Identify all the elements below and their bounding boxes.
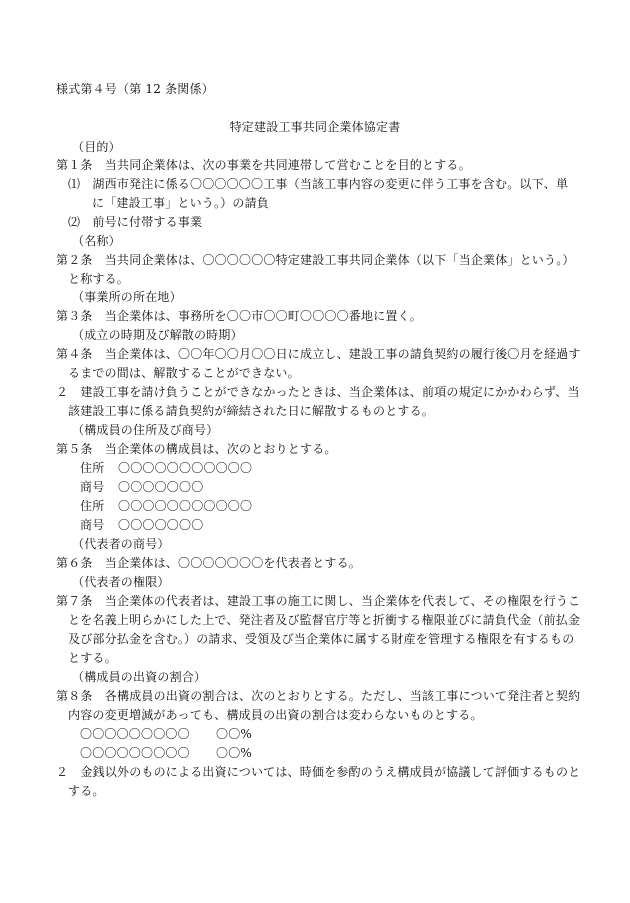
member-field-label: 住所: [80, 499, 105, 513]
article-2-text: 第２条 当共同企業体は、〇〇〇〇〇〇特定建設工事共同企業体（以下「当企業体」という。）: [56, 253, 575, 267]
article-8-heading: （構成員の出資の割合）: [72, 670, 207, 684]
article-6-text: 第６条 当企業体は、〇〇〇〇〇〇〇を代表者とする。: [56, 556, 362, 570]
article-7-text: 第７条 当企業体の代表者は、建設工事の施工に関し、当企業体を代表して、その権限を行うこ: [56, 594, 581, 608]
article-1-heading: （目的）: [72, 140, 121, 154]
article-1-item-2: ⑵ 前号に付帯する事業: [68, 215, 203, 229]
article-7-heading: （代表者の権限）: [72, 575, 170, 589]
member-field-label: 商号: [80, 480, 105, 494]
article-7-text-cont: 及び部分払金を含む。）の請求、受領及び当企業体に属する財産を管理する権限を有するもの: [68, 632, 575, 646]
investor-name: 〇〇〇〇〇〇〇〇〇: [80, 746, 190, 760]
article-8-text: 第８条 各構成員の出資の割合は、次のとおりとする。ただし、当該工事について発注者と契約: [56, 689, 581, 703]
investor-share: 〇〇%: [216, 746, 253, 760]
document-title: 特定建設工事共同企業体協定書: [229, 120, 401, 134]
member-field-value: 〇〇〇〇〇〇〇〇〇〇〇: [118, 499, 253, 513]
article-2-text-cont: と称する。: [68, 272, 130, 286]
article-1-item-1: ⑴ 湖西市発注に係る〇〇〇〇〇〇工事（当該工事内容の変更に伴う工事を含む。以下、単: [68, 177, 569, 191]
article-8-para-2: ２ 金銭以外のものによる出資については、時価を参酌のうえ構成員が協議して評価するものと: [56, 765, 581, 779]
member-field-value: 〇〇〇〇〇〇〇: [118, 480, 204, 494]
article-7-text-cont: とする。: [68, 651, 117, 665]
investor-name: 〇〇〇〇〇〇〇〇〇: [80, 727, 190, 741]
investor-share: 〇〇%: [216, 727, 253, 741]
article-1-item-1-cont: に「建設工事」という。）の請負: [92, 196, 270, 210]
article-3-heading: （事業所の所在地）: [72, 290, 182, 304]
article-4-text: 第４条 当企業体は、〇〇年〇〇月〇〇日に成立し、建設工事の請負契約の履行後〇月を経過す: [56, 347, 581, 361]
article-8-text-cont: 内容の変更増減があっても、構成員の出資の割合は変わらないものとする。: [68, 708, 483, 722]
article-4-para-2: ２ 建設工事を請け負うことができなかったときは、当企業体は、前項の規定にかかわらず、当: [56, 385, 580, 399]
member-field-label: 商号: [80, 518, 105, 532]
article-6-heading: （代表者の商号）: [72, 537, 170, 551]
article-5-heading: （構成員の住所及び商号）: [72, 423, 219, 437]
member-field-value: 〇〇〇〇〇〇〇〇〇〇〇: [118, 461, 253, 475]
article-1-text: 第１条 当共同企業体は、次の事業を共同連帯して営むことを目的とする。: [56, 158, 471, 172]
article-8-para-2-cont: する。: [68, 784, 105, 798]
form-label: 様式第４号（第 12 条関係）: [56, 82, 214, 96]
article-5-text: 第５条 当企業体の構成員は、次のとおりとする。: [56, 442, 337, 456]
article-4-heading: （成立の時期及び解散の時期）: [72, 328, 243, 342]
member-field-label: 住所: [80, 461, 105, 475]
article-4-text-cont: るまでの間は、解散することができない。: [68, 366, 300, 380]
article-3-text: 第３条 当企業体は、事務所を〇〇市〇〇町〇〇〇〇番地に置く。: [56, 309, 422, 323]
article-7-text-cont: とを名義上明らかにした上で、発注者及び監督官庁等と折衝する権限並びに請負代金（前払金: [68, 613, 581, 627]
article-2-heading: （名称）: [72, 234, 121, 248]
member-field-value: 〇〇〇〇〇〇〇: [118, 518, 204, 532]
article-4-para-2-cont: 該建設工事に係る請負契約が締結された日に解散するものとする。: [68, 404, 435, 418]
